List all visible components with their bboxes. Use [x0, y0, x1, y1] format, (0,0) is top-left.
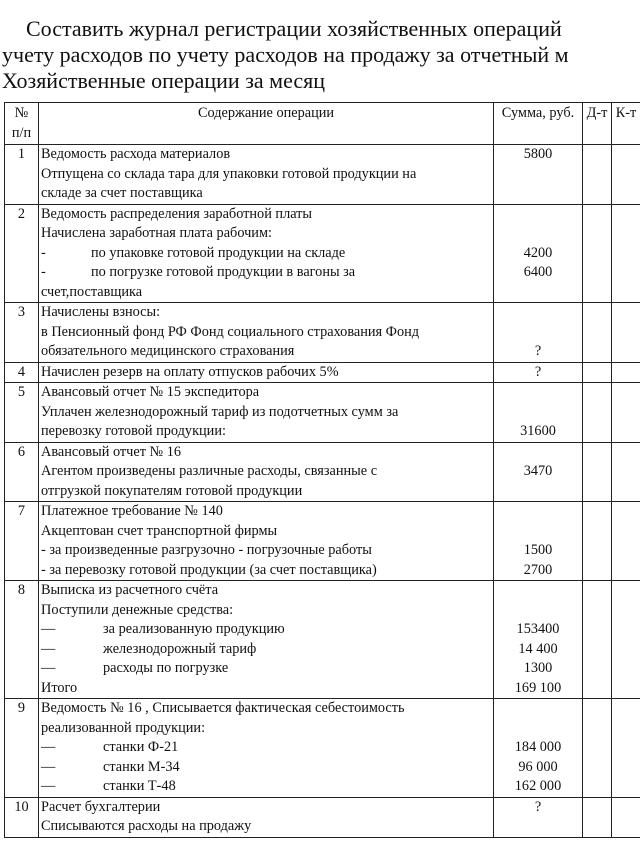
sum-value: 31600 [520, 423, 556, 439]
dash-mark: — [41, 739, 56, 755]
header-content: Содержание операции [39, 103, 494, 145]
sum-value: ? [534, 363, 542, 380]
sum-value [496, 283, 580, 303]
dash-line-text: железнодорожный тариф [103, 640, 257, 657]
content-line: Начислена заработная плата рабочим: [41, 225, 272, 241]
sum-value [496, 817, 580, 837]
content-line: Ведомость распределения заработной платы [41, 205, 313, 222]
debit-cell [583, 442, 612, 502]
sum-value [496, 165, 580, 185]
content-line: Акцептован счет транспортной фирмы [41, 522, 278, 539]
credit-cell [612, 502, 640, 581]
content-line: Расчет бухгалтерии [41, 798, 161, 815]
row-number: 1 [5, 145, 39, 205]
sum-value: 5800 [523, 146, 553, 162]
table-row [5, 699, 640, 798]
sum-value [496, 699, 580, 719]
debit-cell [583, 502, 612, 581]
sum-value: 184 000 [514, 739, 562, 755]
credit-cell [612, 303, 640, 363]
credit-cell [612, 362, 640, 383]
content-line: Начислен резерв на оплату отпусков рабочих 5% [41, 363, 339, 380]
content-line: Ведомость № 16 , Списывается фактическая себестоимость [41, 700, 405, 716]
operation-content [39, 797, 494, 837]
dash-line-text: по погрузке готовой продукции в вагоны за [91, 264, 356, 280]
table-row [5, 362, 640, 383]
content-line: Начислены взносы: [41, 304, 161, 320]
operation-sum [494, 581, 583, 699]
row-number: 6 [5, 442, 39, 502]
operation-sum [494, 303, 583, 363]
title-line-1: Составить журнал регистрации хозяйственных операций [26, 16, 562, 41]
table-header-row [5, 103, 640, 145]
sum-value [496, 205, 580, 225]
content-line: обязательного медицинского страхования [41, 343, 295, 359]
operation-sum [494, 502, 583, 581]
debit-cell [583, 581, 612, 699]
sum-value [496, 443, 580, 463]
content-dash-line [41, 758, 491, 778]
operation-sum [494, 797, 583, 837]
sum-value [496, 184, 580, 204]
operation-content [39, 581, 494, 699]
sum-value [496, 403, 580, 423]
table-row [5, 303, 640, 363]
dash-mark: — [41, 640, 56, 657]
row-number: 4 [5, 362, 39, 383]
credit-cell [612, 699, 640, 798]
operation-content [39, 145, 494, 205]
header-number: № п/п [5, 103, 39, 145]
header-credit: К-т [612, 103, 640, 145]
content-dash-line [41, 659, 491, 679]
table-row [5, 204, 640, 303]
content-line: - за произведенные разгрузочно - погрузочные работы [41, 542, 372, 558]
row-number: 5 [5, 383, 39, 443]
dash-line-text: расходы по погрузке [103, 660, 229, 676]
sum-value: 2700 [523, 561, 553, 578]
credit-cell [612, 581, 640, 699]
operation-sum [494, 383, 583, 443]
table-row [5, 581, 640, 699]
header-sum: Сумма, руб. [494, 103, 583, 145]
operation-sum [494, 442, 583, 502]
table-body [5, 145, 640, 838]
credit-cell [612, 145, 640, 205]
credit-cell [612, 383, 640, 443]
sum-value: 153400 [516, 621, 560, 637]
operation-content [39, 204, 494, 303]
document-title [0, 16, 640, 94]
content-line: отгрузкой покупателям готовой продукции [41, 482, 303, 499]
credit-cell [612, 797, 640, 837]
sum-value [496, 224, 580, 244]
sum-value: 3470 [523, 463, 553, 479]
credit-cell [612, 442, 640, 502]
operation-content [39, 383, 494, 443]
table-row [5, 797, 640, 837]
dash-line-text: станки Ф-21 [103, 739, 179, 755]
sum-value [496, 719, 580, 739]
sum-value [496, 303, 580, 323]
dash-line-text: по упаковке готовой продукции на складе [91, 244, 346, 261]
row-number: 2 [5, 204, 39, 303]
row-number: 10 [5, 797, 39, 837]
content-dash-line [41, 620, 491, 640]
sum-value: 169 100 [514, 679, 562, 696]
operation-sum [494, 699, 583, 798]
sum-value [496, 502, 580, 522]
content-line: перевозку готовой продукции: [41, 423, 226, 439]
sum-value [496, 522, 580, 542]
sum-value [496, 482, 580, 502]
debit-cell [583, 383, 612, 443]
sum-value: 1300 [523, 660, 553, 676]
operation-sum [494, 145, 583, 205]
debit-cell [583, 303, 612, 363]
table-row [5, 145, 640, 205]
content-line: Ведомость расхода материалов [41, 146, 231, 162]
content-line: Выписка из расчетного счёта [41, 582, 219, 598]
sum-value [496, 383, 580, 403]
dash-line-text: за реализованную продукцию [103, 621, 285, 637]
sum-value [496, 581, 580, 601]
dash-mark: — [41, 778, 56, 794]
content-dash-line [41, 777, 491, 797]
content-dash-line [41, 738, 491, 758]
credit-cell [612, 204, 640, 303]
content-line: реализованной продукции: [41, 719, 206, 736]
operation-content [39, 362, 494, 383]
content-line: Уплачен железнодорожный тариф из подотчетных сумм за [41, 403, 399, 420]
operation-content [39, 502, 494, 581]
debit-cell [583, 797, 612, 837]
table-row [5, 442, 640, 502]
operation-content [39, 442, 494, 502]
dash-mark: — [41, 660, 56, 676]
content-line: счет,поставщика [41, 283, 143, 300]
sum-value: 4200 [523, 244, 553, 261]
content-dash-line [41, 244, 491, 264]
dash-line-text: станки М-34 [103, 758, 180, 775]
sum-value [496, 323, 580, 343]
content-line: Авансовый отчет № 16 [41, 443, 182, 460]
sum-value [496, 601, 580, 621]
operations-journal-table [4, 102, 640, 838]
title-line-3: Хозяйственные операции за месяц [2, 68, 326, 93]
table-row [5, 383, 640, 443]
content-line: в Пенсионный фонд РФ Фонд социального страхования Фонд [41, 323, 420, 340]
dash-mark: — [41, 621, 56, 637]
operation-sum [494, 362, 583, 383]
operation-content [39, 303, 494, 363]
dash-line-text: станки Т-48 [103, 778, 176, 794]
sum-value: 14 400 [518, 640, 558, 657]
content-dash-line [41, 263, 491, 283]
debit-cell [583, 204, 612, 303]
sum-value: 6400 [523, 264, 553, 280]
sum-value: ? [534, 343, 542, 359]
content-line: складе за счет поставщика [41, 185, 203, 201]
title-line-2: учету расходов по учету расходов на продажу за отчетный м [2, 42, 569, 67]
debit-cell [583, 145, 612, 205]
sum-value: ? [534, 798, 542, 815]
content-line: Итого [41, 679, 78, 696]
dash-mark: - [41, 244, 46, 261]
debit-cell [583, 699, 612, 798]
row-number: 3 [5, 303, 39, 363]
sum-value: 162 000 [514, 778, 562, 794]
content-line: Платежное требование № 140 [41, 503, 223, 519]
row-number: 8 [5, 581, 39, 699]
row-number: 9 [5, 699, 39, 798]
row-number: 7 [5, 502, 39, 581]
dash-mark: - [41, 264, 46, 280]
content-line: Агентом произведены различные расходы, связанные с [41, 463, 378, 479]
operation-content [39, 699, 494, 798]
content-dash-line [41, 640, 491, 660]
table-row [5, 502, 640, 581]
content-line: Отпущена со склада тара для упаковки готовой продукции на [41, 165, 417, 182]
content-line: Списываются расходы на продажу [41, 818, 252, 834]
content-line: Поступили денежные средства: [41, 601, 234, 618]
content-line: Авансовый отчет № 15 экспедитора [41, 384, 260, 400]
operation-sum [494, 204, 583, 303]
sum-value: 1500 [523, 542, 553, 558]
sum-value: 96 000 [518, 758, 558, 775]
header-debit: Д-т [583, 103, 612, 145]
dash-mark: — [41, 758, 56, 775]
content-line: - за перевозку готовой продукции (за счет поставщика) [41, 561, 377, 578]
debit-cell [583, 362, 612, 383]
